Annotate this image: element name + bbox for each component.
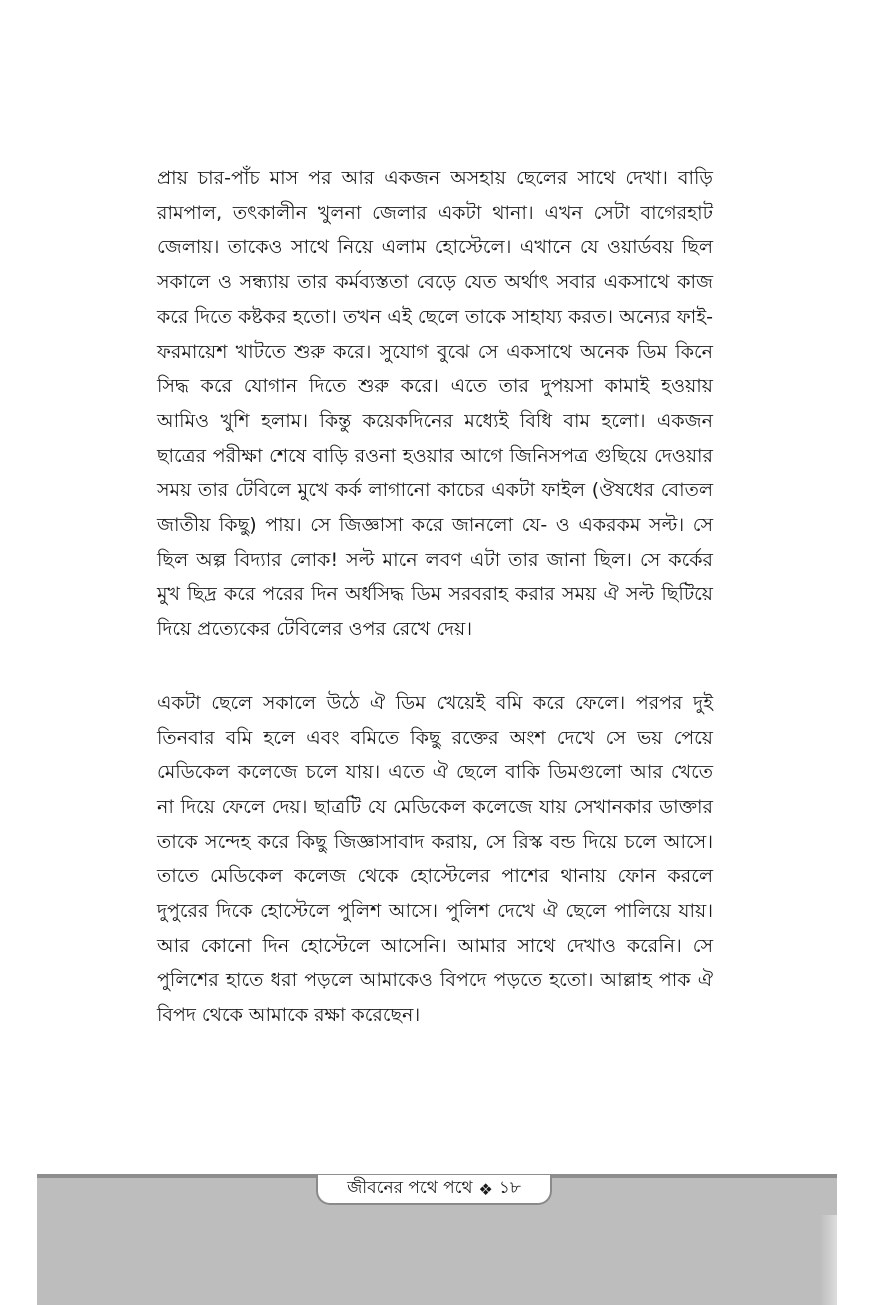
scan-corner-smudge	[820, 1215, 870, 1305]
paragraph-2: একটা ছেলে সকালে উঠে ঐ ডিম খেয়েই বমি করে ফেলে। পরপর দুই তিনবার বমি হলে এবং বমিতে কিছু রক্তের অংশ দেখে সে ভয় পেয়ে মেডিকেল কলেজে চলে যায়। এতে ঐ ছেলে বাকি ডিমগুলো আর খেতে না দিয়ে ফেলে দেয়। ছাত্রটি যে মেডিকেল কলেজে যায় সেখানকার ডাক্তার তাকে সন্দেহ করে কিছু জিজ্ঞাসাবাদ করায়, সে রিস্ক বন্ড দিয়ে চলে আসে। তাতে মেডিকেল কলেজ থেকে হোস্টেলের পাশের থানায় ফোন করলে দুপুরের দিকে হোস্টেলে পুলিশ আসে। পুলিশ দেখে ঐ ছেলে পালিয়ে যায়। আর কোনো দিন হোস্টেলে আসেনি। আমার সাথে দেখাও করেনি। সে পুলিশের হাতে ধরা পড়লে আমাকেও বিপদে পড়তে হতো। আল্লাহ পাক ঐ বিপদ থেকে আমাকে রক্ষা করেছেন।	[157, 691, 713, 1027]
page-body	[157, 161, 713, 1033]
book-title: জীবনের পথে পথে	[347, 1178, 473, 1198]
diamond-ornament-icon: ❖	[478, 1179, 493, 1199]
paragraph-1: প্রায় চার-পাঁচ মাস পর আর একজন অসহায় ছেলের সাথে দেখা। বাড়ি রামপাল, তৎকালীন খুলনা জেলার একটা থানা। এখন সেটা বাগেরহাট জেলায়। তাকেও সাথে নিয়ে এলাম হোস্টেলে। এখানে যে ওয়ার্ডবয় ছিল সকালে ও সন্ধ্যায় তার কর্মব্যস্ততা বেড়ে যেত অর্থাৎ সবার একসাথে কাজ করে দিতে কষ্টকর হতো। তখন এই ছেলে তাকে সাহায্য করত। অন্যের ফাই-ফরমায়েশ খাটতে শুরু করে। সুযোগ বুঝে সে একসাথে অনেক ডিম কিনে সিদ্ধ করে যোগান দিতে শুরু করে। এতে তার দুপয়সা কামাই হওয়ায় আমিও খুশি হলাম। কিন্তু কয়েকদিনের মধ্যেই বিধি বাম হলো। একজন ছাত্রের পরীক্ষা শেষে বাড়ি রওনা হওয়ার আগে জিনিসপত্র গুছিয়ে দেওয়ার সময় তার টেবিলে মুখে কর্ক লাগানো কাচের একটা ফাইল (ঔষধের বোতল জাতীয় কিছু) পায়। সে জিজ্ঞাসা করে জানলো যে- ও একরকম সল্ট। সে ছিল অল্প বিদ্যার লোক! সল্ট মানে লবণ এটা তার জানা ছিল। সে কর্কের মুখ ছিদ্র করে পরের দিন অর্ধসিদ্ধ ডিম সরবরাহ করার সময় ঐ সল্ট ছিটিয়ে দিয়ে প্রত্যেকের টেবিলের ওপর রেখে দেয়।	[157, 167, 713, 641]
page-number: ১৮	[498, 1178, 521, 1198]
running-footer	[316, 1175, 552, 1205]
